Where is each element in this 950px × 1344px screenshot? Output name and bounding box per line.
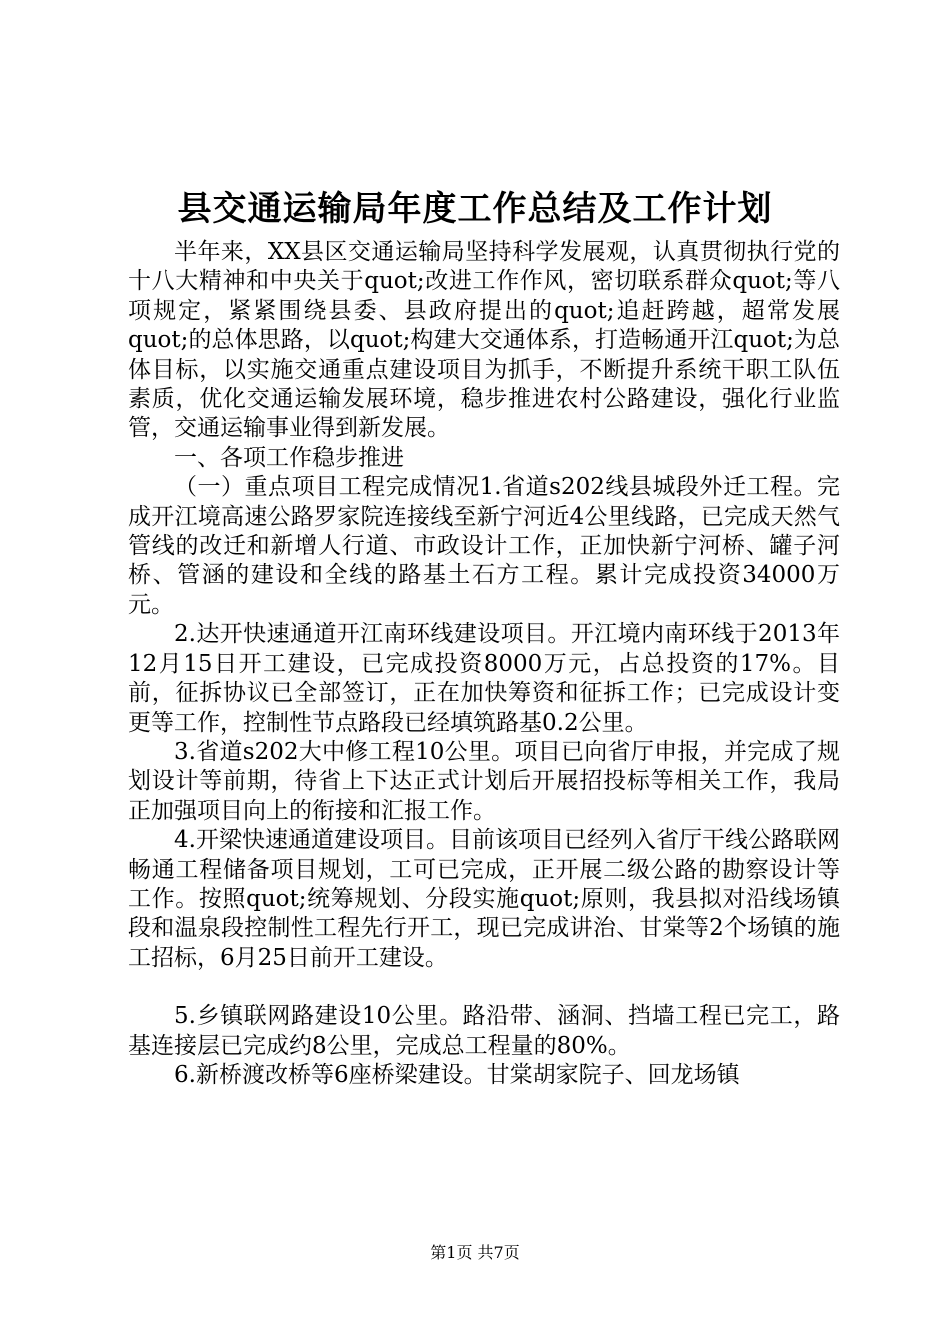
paragraph-item-3: 3.省道s202大中修工程10公里。项目已向省厅申报，并完成了规划设计等前期，待省上下达正式计划后开展招投标等相关工作，我局正加强项目向上的衔接和汇报工作。 bbox=[128, 738, 840, 824]
paragraph-intro: 半年来，XX县区交通运输局坚持科学发展观，认真贯彻执行党的十八大精神和中央关于quot;改进工作作风，密切联系群众quot;等八项规定，紧紧围绕县委、县政府提出的quot;追赶跨越，超常发展quot;的总体思路，以quot;构建大交通体系，打造畅通开江quot;为总体目标，以实施交通重点建设项目为抓手，不断提升系统干职工队伍素质，优化交通运输发展环境，稳步推进农村公路建设，强化行业监管，交通运输事业得到新发展。 bbox=[128, 239, 840, 442]
paragraph-item-6: 6.新桥渡改桥等6座桥梁建设。甘棠胡家院子、回龙场镇 bbox=[174, 1061, 740, 1088]
paragraph-item-4: 4.开梁快速通道建设项目。目前该项目已经列入省厅干线公路联网畅通工程储备项目规划，工可已完成，正开展二级公路的勘察设计等工作。按照quot;统筹规划、分段实施quot;原则，我县拟对沿线场镇段和温泉段控制性工程先行开工，现已完成讲治、甘棠等2个场镇的施工招标，6月25日前开工建设。 bbox=[128, 827, 840, 971]
paragraph-item-1: （一）重点项目工程完成情况1.省道s202线县城段外迁工程。完成开江境高速公路罗家院连接线至新宁河近4公里线路，已完成天然气管线的改迁和新增人行道、市政设计工作，正加快新宁河桥、罐子河桥、管涵的建设和全线的路基土石方工程。累计完成投资34000万元。 bbox=[128, 474, 840, 618]
document-title: 县交通运输局年度工作总结及工作计划 bbox=[177, 189, 773, 229]
document-body bbox=[128, 238, 840, 1090]
section-heading: 一、各项工作稳步推进 bbox=[174, 444, 404, 471]
page-number: 第1页 共7页 bbox=[430, 1243, 520, 1262]
paragraph-item-5: 5.乡镇联网路建设10公里。路沿带、涵洞、挡墙工程已完工，路基连接层已完成约8公里，完成总工程量的80%。 bbox=[128, 1003, 840, 1059]
paragraph-item-2: 2.达开快速通道开江南环线建设项目。开江境内南环线于2013年12月15日开工建设，已完成投资8000万元，占总投资的17%。目前，征拆协议已全部签订，正在加快筹资和征拆工作；已完成设计变更等工作，控制性节点路段已经填筑路基0.2公里。 bbox=[128, 621, 840, 736]
